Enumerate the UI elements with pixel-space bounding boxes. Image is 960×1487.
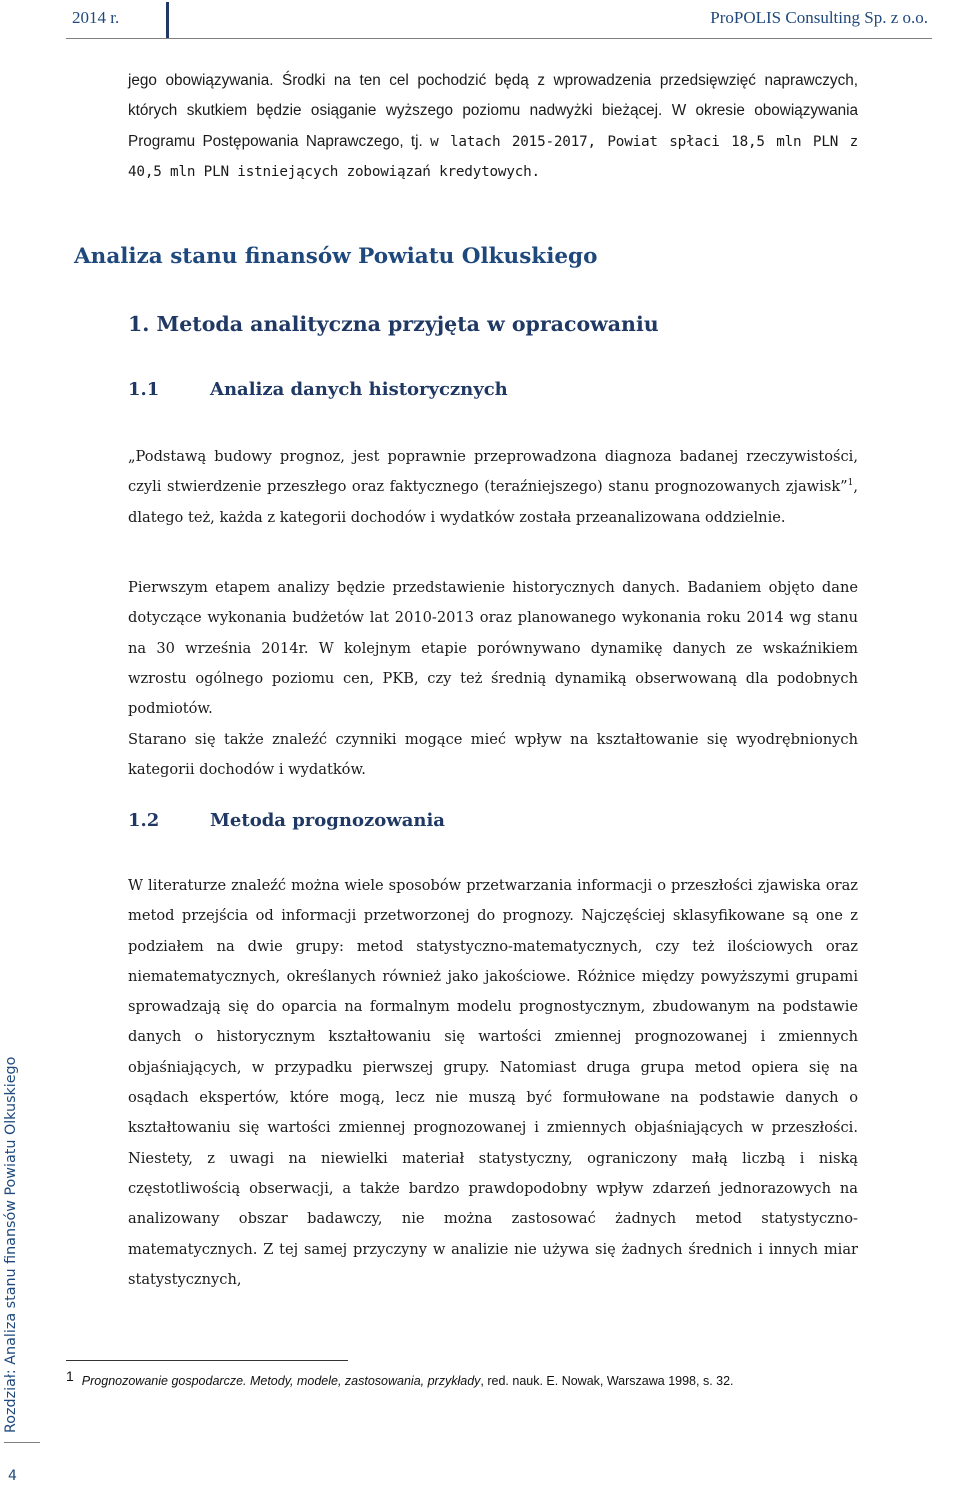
section-heading: 1. Metoda analityczna przyjęta w opracowaniu: [128, 312, 659, 336]
subsection-title: Metoda prognozowania: [210, 810, 445, 831]
header-year: 2014 r.: [72, 8, 120, 27]
subsection-heading-2: [128, 810, 445, 831]
chapter-side-label: Rozdział: Analiza stanu finansów Powiatu Olkuskiego: [3, 1056, 19, 1433]
quote-tail: , dlatego też, każda z kategorii dochodów i wydatków została przeanalizowana oddzielnie.: [128, 478, 858, 526]
quote-paragraph: [128, 442, 858, 533]
intro-text-b: w latach 2015-2017, Powiat spłaci 18,5 mln PLN z 40,5 mln PLN istniejących zobowiązań kredytowych.: [128, 133, 858, 180]
footnote-rest: , red. nauk. E. Nowak, Warszawa 1998, s. 32.: [480, 1374, 734, 1388]
footnote: [66, 1368, 734, 1388]
header-rule: [66, 38, 932, 39]
footnote-title: Prognozowanie gospodarcze. Metody, modele, zastosowania, przykłady: [81, 1374, 481, 1388]
intro-paragraph: [128, 66, 858, 187]
header-separator: [166, 2, 169, 38]
page-number: 4: [8, 1468, 17, 1484]
paragraph-analysis-stages: Pierwszym etapem analizy będzie przedstawienie historycznych danych. Badaniem objęto dane dotyczące wykonania budżetów lat 2010-2013 oraz planowanego wykonania roku 2014 wg stanu na 30 września 2014r. W kolejnym etapie porównywano dynamikę danych ze wskaźnikiem wzrostu ogólnego poziomu cen, PKB, czy też średnią dynamiką obserwowaną dla podobnych podmiotów.: [128, 579, 858, 718]
intro-text-a: jego obowiązywania. Środki na ten cel pochodzić będą z wprowadzenia przedsięwzięć naprawczych, których skutkiem będzie osiąganie wyższego poziomu nadwyżki bieżącej. W okresie obowiązywania Programu Postępowania Naprawczego, tj.: [128, 72, 858, 150]
subsection-number: 1.1: [128, 379, 160, 400]
footnote-rule: [66, 1360, 348, 1361]
subsection-title: Analiza danych historycznych: [210, 379, 508, 400]
paragraph-factors: Starano się także znaleźć czynniki mogące mieć wpływ na kształtowanie się wyodrębnionych kategorii dochodów i wydatków.: [128, 731, 858, 779]
subsection-number: 1.2: [128, 810, 160, 831]
side-rule: [4, 1442, 40, 1443]
paragraph-forecasting-methods: W literaturze znaleźć można wiele sposobów przetwarzania informacji o przeszłości zjawiska oraz metod przejścia od informacji przetworzonej do prognozy. Najczęściej sklasyfikowane są one z podziałem na dwie grupy: metod statystyczno-matematycznych, czy też ilościowych oraz niematematycznych, określanych również jako jakościowe. Różnice między powyższymi grupami sprowadzają się do oparcia na formalnym modelu prognostycznym, zbudowanym na podstawie danych o historycznym kształtowaniu się wartości zmiennej prognozowanej i zmiennych objaśniających, w przypadku pierwszej grupy. Natomiast druga grupa metod opiera się na osądach ekspertów, które mogą, lecz nie muszą być formułowane na podstawie danych o kształtowaniu się wartości zmiennej prognozowanej i zmiennych objaśniających w przeszłości. Niestety, z uwagi na niewielki materiał statystyczny, ograniczony małą liczbą i niską częstotliwością obserwacji, a także bardzo prawdopodobny wpływ zdarzeń jednorazowych na analizowany obszar badawczy, nie można zastosować żadnych metod statystyczno-matematycznych. Z tej samej przyczyny w analizie nie używa się żadnych średnich i innych miar statystycznych,: [128, 877, 858, 1288]
footnote-number: 1: [66, 1368, 74, 1384]
quote-text: „Podstawą budowy prognoz, jest poprawnie przeprowadzona diagnoza badanej rzeczywistości, czyli stwierdzenie przeszłego oraz faktycznego (teraźniejszego) stanu prognozowanych zjawisk”: [128, 448, 858, 496]
footnote-ref: 1: [847, 478, 854, 489]
header-company: ProPOLIS Consulting Sp. z o.o.: [710, 8, 928, 27]
main-heading: Analiza stanu finansów Powiatu Olkuskiego: [74, 244, 598, 269]
subsection-heading-1: [128, 379, 508, 400]
